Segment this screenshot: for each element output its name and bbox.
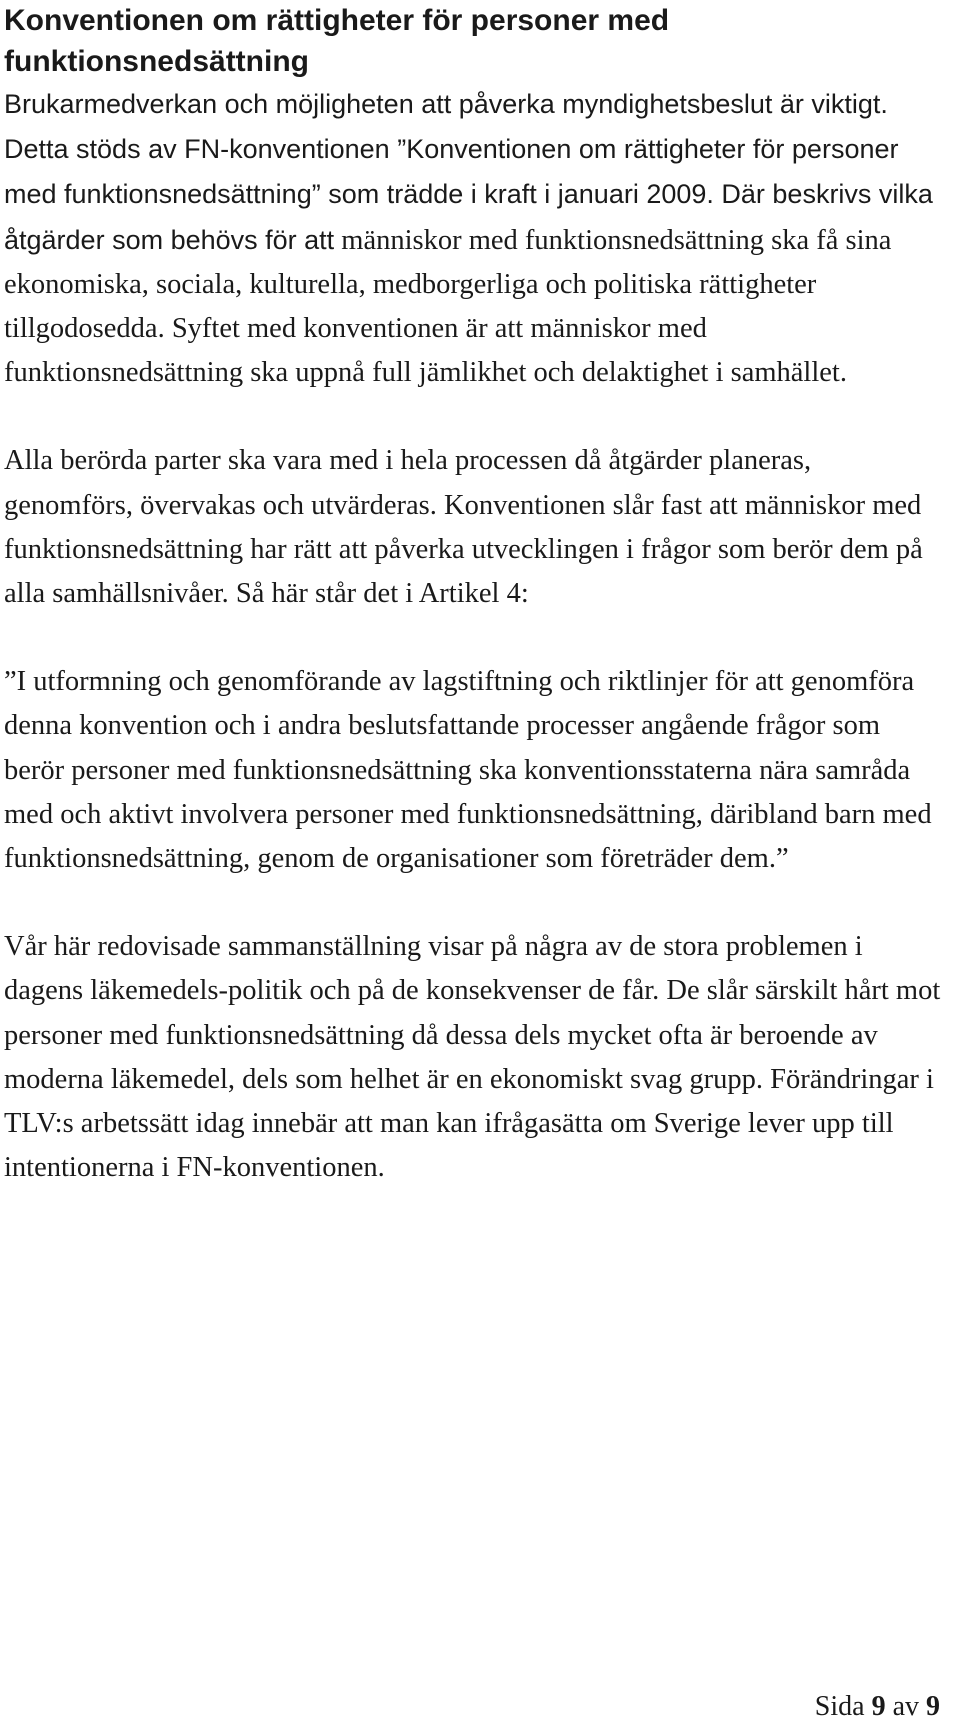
summary-paragraph: Vår här redovisade sammanställning visar på några av de stora problemen i dagens läkemedels-politik och på de konsekvenser de får. De slår särskilt hårt mot personer med funktionsnedsättning då dessa dels mycket ofta är beroende av moderna läkemedel, dels som helhet är en ekonomiskt svag grupp. Förändringar i TLV:s arbetssätt idag innebär att man kan ifrågasätta om Sverige lever upp till intentionerna i FN-konventionen.	[4, 931, 941, 1184]
document-heading: Konventionen om rättigheter för personer med funktionsnedsättning	[4, 4, 670, 78]
page-number-total: 9	[926, 1691, 940, 1722]
page-number	[815, 1690, 940, 1724]
intro-paragraph-serif-part: människor med funktionsnedsättning ska få sina ekonomiska, sociala, kulturella, medborgerliga och politiska rättigheter tillgodosedda. Syftet med konventionen är att människor med funktionsnedsättning ska uppnå full jämlikhet och delaktighet i samhället.	[4, 224, 892, 389]
article-4-quote: ”I utformning och genomförande av lagstiftning och riktlinjer för att genomföra denna konvention och i andra beslutsfattande processer angående frågor som berör personer med funktionsnedsättning ska konventionsstaterna nära samråda med och aktivt involvera personer med funktionsnedsättning, däribland barn med funktionsnedsättning, genom de organisationer som företräder dem.”	[4, 666, 932, 875]
page-number-separator: av	[892, 1691, 919, 1722]
participation-paragraph: Alla berörda parter ska vara med i hela processen då åtgärder planeras, genomförs, övervakas och utvärderas. Konventionen slår fast att människor med funktionsnedsättning har rätt att påverka utvecklingen i frågor som berör dem på alla samhällsnivåer. Så här står det i Artikel 4:	[4, 445, 923, 610]
intro-paragraph-sans-part: Brukarmedverkan och möjligheten att påverka myndighetsbeslut är viktigt. Detta stöds av FN-konventionen ”Konventionen om rättigheter för personer med funktionsnedsättning” som trädde i kraft i januari 2009. Där beskrivs vilka åtgärder som behövs för att	[4, 89, 933, 255]
intro-paragraph	[4, 82, 944, 395]
page-number-prefix: Sida	[814, 1691, 865, 1722]
page-number-current: 9	[871, 1691, 886, 1722]
document-page	[4, 0, 944, 1190]
